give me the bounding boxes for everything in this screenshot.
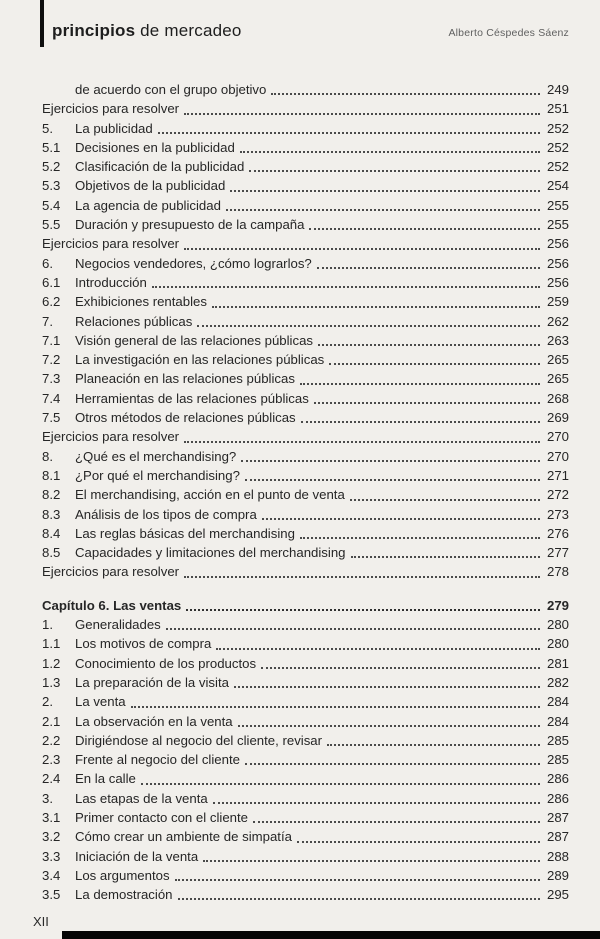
- toc-entry: [42, 427, 569, 446]
- dot-leader: [158, 132, 540, 134]
- toc-entry-label: Herramientas de las relaciones públicas: [75, 390, 309, 406]
- toc-entry-label: Los argumentos: [75, 867, 170, 883]
- toc-entry-label: Planeación en las relaciones públicas: [75, 371, 295, 387]
- toc-entry-label: de acuerdo con el grupo objetivo: [75, 82, 267, 97]
- toc-entry-label: Objetivos de la publicidad: [75, 178, 226, 194]
- toc-entry: [42, 312, 569, 331]
- toc-entry-page: 254: [546, 178, 569, 194]
- dot-leader: [213, 802, 540, 804]
- dot-leader: [212, 306, 540, 308]
- toc-entry-number: 8.1: [42, 467, 61, 483]
- toc-entry-label: El merchandising, acción en el punto de venta: [75, 487, 345, 503]
- toc-entry: [42, 789, 569, 808]
- dot-leader: [178, 898, 541, 900]
- dot-leader: [216, 648, 540, 650]
- toc-entry: [42, 331, 569, 350]
- dot-leader: [238, 725, 540, 727]
- toc-entry-page: 286: [546, 771, 569, 787]
- toc-entry: [42, 273, 569, 292]
- toc-entry-page: 252: [546, 139, 569, 155]
- toc-entry: [42, 157, 569, 176]
- toc-entry-number: 6.1: [42, 274, 61, 290]
- title-bold-part: principios: [52, 21, 136, 40]
- toc-entry: [42, 712, 569, 731]
- toc-entry-page: 276: [546, 525, 569, 541]
- toc-entry-number: 2.2: [42, 732, 61, 748]
- dot-leader: [241, 460, 540, 462]
- toc-entry-page: 295: [546, 887, 569, 903]
- toc-entry-number: 3.4: [42, 867, 61, 883]
- dot-leader: [175, 879, 540, 881]
- toc-entry: [42, 119, 569, 138]
- dot-leader: [350, 499, 540, 501]
- toc-entry-label: Los motivos de compra: [75, 636, 212, 652]
- toc-entry: [42, 885, 569, 904]
- dot-leader: [184, 248, 540, 250]
- dot-leader: [234, 686, 540, 688]
- dot-leader: [141, 783, 540, 785]
- toc-entry-page: 255: [546, 197, 569, 213]
- toc-entry: [42, 808, 569, 827]
- toc-entry-page: 272: [546, 487, 569, 503]
- toc-entry-number: 1.2: [42, 655, 61, 671]
- toc-entry-number: 5.4: [42, 197, 61, 213]
- toc-entry-number: 2.4: [42, 771, 61, 787]
- toc-entry: [42, 389, 569, 408]
- toc-entry-page: 288: [546, 848, 569, 864]
- toc-entry-label: Relaciones públicas: [75, 313, 193, 329]
- toc-entry: [42, 447, 569, 466]
- toc-entry: [42, 99, 569, 118]
- toc-entry-label: Introducción: [75, 274, 147, 290]
- toc-entry-number: 8.2: [42, 487, 61, 503]
- toc-entry-label: La agencia de publicidad: [75, 197, 221, 213]
- toc-entry-number: 3.3: [42, 848, 61, 864]
- toc-entry-page: 287: [546, 829, 569, 845]
- toc-chapter-entry: [42, 596, 569, 615]
- toc-entry-label: Exhibiciones rentables: [75, 294, 207, 310]
- dot-leader: [327, 744, 540, 746]
- toc-entry-page: 281: [546, 655, 569, 671]
- toc-entry-label: Conocimiento de los productos: [75, 655, 257, 671]
- toc-entry-number: 2.3: [42, 752, 61, 768]
- toc-entry-number: 7.2: [42, 352, 61, 368]
- folio-page-number: XII: [33, 914, 49, 929]
- toc-entry: [42, 215, 569, 234]
- toc-entry: [42, 485, 569, 504]
- dot-leader: [186, 609, 540, 611]
- toc-entry-page: 287: [546, 809, 569, 825]
- dot-leader: [230, 190, 540, 192]
- toc-entry: [42, 524, 569, 543]
- toc-entry: [42, 562, 569, 581]
- toc-entry-number: 8.: [42, 448, 53, 464]
- toc-entry: [42, 80, 569, 99]
- dot-leader: [245, 763, 540, 765]
- toc-entry-page: 270: [546, 448, 569, 464]
- dot-leader: [297, 841, 540, 843]
- toc-entry-label: La investigación en las relaciones públicas: [75, 352, 325, 368]
- toc-entry-page: 280: [546, 617, 569, 633]
- toc-list: [42, 80, 569, 904]
- toc-entry: [42, 615, 569, 634]
- toc-entry-number: 3.: [42, 790, 53, 806]
- toc-entry-label: Ejercicios para resolver: [42, 429, 180, 445]
- toc-entry-page: 280: [546, 636, 569, 652]
- toc-entry-page: 286: [546, 790, 569, 806]
- toc-entry-label: ¿Qué es el merchandising?: [75, 448, 237, 464]
- toc-entry-number: 5.2: [42, 159, 61, 175]
- dot-leader: [197, 325, 540, 327]
- toc-entry-label: Cómo crear un ambiente de simpatía: [75, 829, 292, 845]
- toc-entry-number: 1.1: [42, 636, 61, 652]
- toc-entry-label: Visión general de las relaciones públicas: [75, 332, 314, 348]
- dot-leader: [245, 479, 540, 481]
- toc-entry-label: Primer contacto con el cliente: [75, 809, 248, 825]
- toc-entry: [42, 138, 569, 157]
- toc-entry-label: En la calle: [75, 771, 136, 787]
- toc-entry-number: 5.3: [42, 178, 61, 194]
- toc-entry: [42, 505, 569, 524]
- toc-entry: [42, 847, 569, 866]
- toc-entry-page: 265: [546, 371, 569, 387]
- toc-entry-page: 278: [546, 564, 569, 580]
- toc-entry-page: 251: [546, 101, 569, 117]
- toc-entry-label: Decisiones en la publicidad: [75, 139, 235, 155]
- toc-entry-number: 2.: [42, 694, 53, 710]
- dot-leader: [203, 860, 540, 862]
- dot-leader: [300, 537, 540, 539]
- toc-entry-label: Capítulo 6. Las ventas: [42, 597, 182, 613]
- toc-entry: [42, 176, 569, 195]
- toc-entry-number: 1.: [42, 617, 53, 633]
- dot-leader: [300, 383, 540, 385]
- toc-entry: [42, 196, 569, 215]
- toc-entry-page: 256: [546, 255, 569, 271]
- title-regular-part: de mercadeo: [135, 21, 242, 40]
- toc-entry-page: 259: [546, 294, 569, 310]
- dot-leader: [301, 421, 540, 423]
- toc-entry: [42, 408, 569, 427]
- toc-entry-label: Las reglas básicas del merchandising: [75, 525, 295, 541]
- toc-entry: [42, 673, 569, 692]
- toc-entry-label: La demostración: [75, 887, 173, 903]
- toc-entry-page: 279: [546, 597, 569, 613]
- toc-entry-number: 8.3: [42, 506, 61, 522]
- dot-leader: [351, 556, 541, 558]
- toc-entry-label: La venta: [75, 694, 126, 710]
- toc-entry-page: 284: [546, 694, 569, 710]
- toc-entry-number: 7.1: [42, 332, 61, 348]
- toc-entry: [42, 292, 569, 311]
- toc-entry-page: 277: [546, 545, 569, 561]
- dot-leader: [249, 170, 540, 172]
- toc-entry-page: 268: [546, 390, 569, 406]
- toc-entry-page: 285: [546, 752, 569, 768]
- toc-entry-page: 289: [546, 867, 569, 883]
- dot-leader: [261, 667, 540, 669]
- dot-leader: [318, 344, 540, 346]
- toc-entry-number: 7.5: [42, 410, 61, 426]
- toc-entry-page: 265: [546, 352, 569, 368]
- toc-entry-page: 252: [546, 159, 569, 175]
- toc-entry-number: 7.3: [42, 371, 61, 387]
- toc-entry-page: 284: [546, 713, 569, 729]
- toc-entry: [42, 634, 569, 653]
- toc-entry-page: 249: [546, 82, 569, 97]
- toc-entry-number: 7.4: [42, 390, 61, 406]
- toc-entry-number: 3.1: [42, 809, 61, 825]
- toc-entry-number: 2.1: [42, 713, 61, 729]
- toc-entry-page: 262: [546, 313, 569, 329]
- author-name: Alberto Céspedes Sáenz: [448, 27, 569, 39]
- dot-leader: [317, 267, 540, 269]
- dot-leader: [226, 209, 540, 211]
- toc-entry-label: Dirigiéndose al negocio del cliente, revisar: [75, 732, 323, 748]
- toc-entry-number: 8.4: [42, 525, 61, 541]
- toc-entry-number: 6.: [42, 255, 53, 271]
- toc-entry-page: 273: [546, 506, 569, 522]
- toc-entry-page: 256: [546, 236, 569, 252]
- toc-entry: [42, 466, 569, 485]
- toc-entry-label: La publicidad: [75, 120, 153, 136]
- toc-entry: [42, 350, 569, 369]
- toc-entry-page: 285: [546, 732, 569, 748]
- title-accent-bar: [40, 0, 44, 47]
- bottom-edge-bar: [62, 931, 600, 939]
- toc-entry-number: 3.2: [42, 829, 61, 845]
- toc-entry-page: 270: [546, 429, 569, 445]
- toc-entry-label: Iniciación de la venta: [75, 848, 199, 864]
- toc-entry-number: 3.5: [42, 887, 61, 903]
- toc-entry-label: La observación en la venta: [75, 713, 233, 729]
- toc-entry: [42, 692, 569, 711]
- toc-entry-label: La preparación de la visita: [75, 674, 229, 690]
- dot-leader: [262, 518, 540, 520]
- toc-entry-number: 7.: [42, 313, 53, 329]
- toc-entry-page: 282: [546, 674, 569, 690]
- toc-entry-page: 256: [546, 274, 569, 290]
- dot-leader: [240, 151, 540, 153]
- toc-entry-label: Frente al negocio del cliente: [75, 752, 240, 768]
- toc-entry-number: 6.2: [42, 294, 61, 310]
- toc-entry-label: Ejercicios para resolver: [42, 101, 180, 117]
- toc-entry: [42, 654, 569, 673]
- dot-leader: [314, 402, 540, 404]
- dot-leader: [271, 93, 540, 95]
- dot-leader: [253, 821, 540, 823]
- toc-entry-label: Análisis de los tipos de compra: [75, 506, 257, 522]
- toc-entry-label: Otros métodos de relaciones públicas: [75, 410, 296, 426]
- toc-entry-number: 5.: [42, 120, 53, 136]
- page-title: [52, 21, 242, 41]
- toc-entry-page: 252: [546, 120, 569, 136]
- toc-entry-label: ¿Por qué el merchandising?: [75, 467, 240, 483]
- dot-leader: [152, 286, 540, 288]
- toc-entry: [42, 234, 569, 253]
- dot-leader: [184, 576, 540, 578]
- toc-entry: [42, 750, 569, 769]
- toc-entry-number: 5.5: [42, 217, 61, 233]
- dot-leader: [309, 228, 540, 230]
- toc-entry-page: 269: [546, 410, 569, 426]
- toc-entry-label: Negocios vendedores, ¿cómo lograrlos?: [75, 255, 312, 271]
- dot-leader: [131, 706, 540, 708]
- toc-entry-label: Generalidades: [75, 617, 161, 633]
- toc-entry-number: 5.1: [42, 139, 61, 155]
- toc-entry-number: 8.5: [42, 545, 61, 561]
- toc-entry-page: 255: [546, 217, 569, 233]
- dot-leader: [329, 363, 540, 365]
- toc-entry-number: 1.3: [42, 674, 61, 690]
- toc-entry-page: 271: [546, 467, 569, 483]
- toc-entry: [42, 543, 569, 562]
- dot-leader: [184, 441, 540, 443]
- toc-entry: [42, 369, 569, 388]
- toc-entry: [42, 254, 569, 273]
- toc-entry-page: 263: [546, 332, 569, 348]
- toc-entry-label: Clasificación de la publicidad: [75, 159, 245, 175]
- toc-entry: [42, 866, 569, 885]
- dot-leader: [166, 628, 540, 630]
- toc-entry-label: Ejercicios para resolver: [42, 236, 180, 252]
- toc-entry-label: Duración y presupuesto de la campaña: [75, 217, 305, 233]
- toc-entry: [42, 827, 569, 846]
- toc-entry: [42, 731, 569, 750]
- toc-entry: [42, 769, 569, 788]
- dot-leader: [184, 113, 540, 115]
- toc-entry-label: Las etapas de la venta: [75, 790, 208, 806]
- toc-entry-label: Capacidades y limitaciones del merchandising: [75, 545, 346, 561]
- toc-entry-label: Ejercicios para resolver: [42, 564, 180, 580]
